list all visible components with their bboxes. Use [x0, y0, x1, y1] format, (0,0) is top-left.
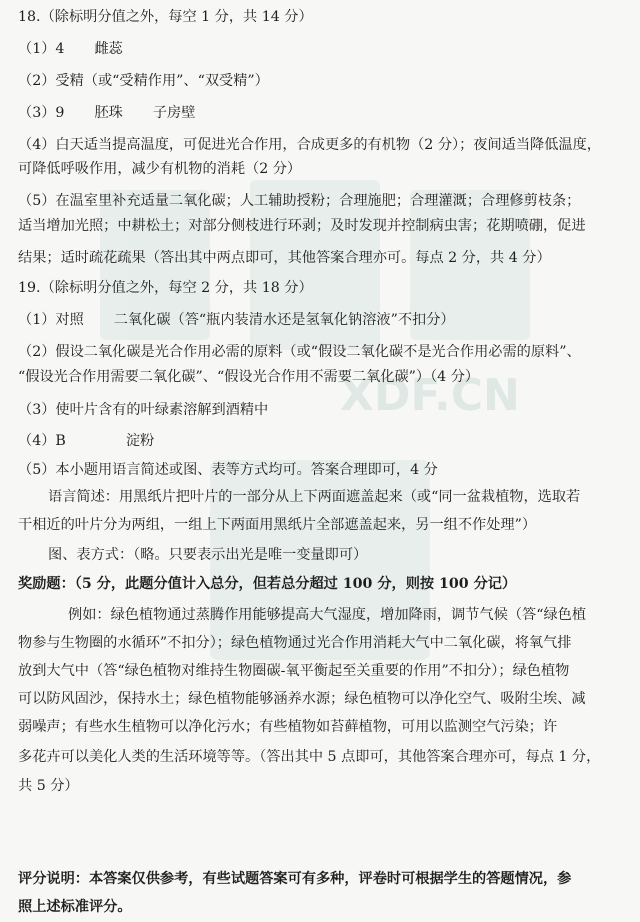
q19-answer-3: （3）使叶片含有的叶绿素溶解到酒精中	[18, 402, 269, 418]
q18-answer-5-line1: （5）在温室里补充适量二氧化碳；人工辅助授粉；合理施肥；合理灌溉；合理修剪枝条；	[18, 193, 581, 209]
answer-part: （4）B	[18, 433, 66, 449]
q18-answer-5-line3: 结果；适时疏花疏果（答出其中两点即可，其他答案合理亦可。每点 2 分，共 4 分）	[18, 250, 551, 266]
answer-part: 胚珠	[94, 105, 123, 121]
bonus-line3: 放到大气中（答“绿色植物对维持生物圈碳-氧平衡起至关重要的作用”不扣分）；绿色植物	[18, 663, 570, 679]
q19-answer-4	[18, 432, 630, 450]
q18-answer-2: （2）受精（或“受精作用”、“双受精”）	[18, 73, 269, 89]
q19-verbal-line1: 语言简述：用黑纸片把叶片的一部分从上下两面遮盖起来（或“同一盆栽植物，选取若	[48, 489, 581, 505]
bonus-line1: 例如：绿色植物通过蒸腾作用能够提高大气湿度，增加降雨，调节气候（答“绿色植	[68, 607, 587, 623]
q19-verbal-line2: 干相近的叶片分为两组，一组上下两面用黑纸片全部遮盖起来，另一组不作处理”）	[18, 517, 537, 533]
answer-part: （3）9	[18, 105, 65, 121]
q19-answer-1	[18, 311, 630, 329]
q19-header: 19.（除标明分值之外，每空 2 分，共 18 分）	[18, 280, 313, 296]
bonus-line2: 物参与生物圈的水循环”不扣分）；绿色植物通过光合作用消耗大气中二氧化碳，将氧气排	[18, 635, 572, 651]
answer-part: 二氧化碳（答“瓶内装清水还是氢氧化钠溶液”不扣分）	[113, 312, 455, 328]
answer-part: 淀粉	[125, 433, 155, 449]
answer-part: 雌蕊	[94, 41, 123, 57]
answer-part: （1）对照	[18, 312, 84, 328]
bonus-line7: 共 5 分）	[18, 778, 79, 794]
q18-header: 18.（除标明分值之外，每空 1 分，共 14 分）	[18, 9, 313, 25]
answer-part: （1）4	[18, 41, 65, 57]
q18-answer-4-line1: （4）白天适当提高温度，可促进光合作用，合成更多的有机物（2 分）；夜间适当降低温度，	[18, 137, 601, 153]
watermark-text: XDF.CN	[340, 370, 520, 421]
bonus-line6: 多花卉可以美化人类的生活环境等等。（答出其中 5 点即可，其他答案合理亦可，每点 1 分，	[18, 749, 601, 765]
q18-answer-5-line2: 适当增加光照；中耕松土；对部分侧枝进行环剥；及时发现并控制病虫害；花期喷硼，促进	[18, 218, 586, 234]
scoring-note-line2: 照上述标准评分。	[18, 899, 132, 915]
q18-answer-3	[18, 104, 630, 122]
q19-answer-5: （5）本小题用语言简述或图、表等方式均可。答案合理即可，4 分	[18, 462, 438, 478]
q19-chart-method: 图、表方式：（略。只要表示出光是唯一变量即可）	[48, 547, 368, 563]
q19-answer-2-line1: （2）假设二氧化碳是光合作用必需的原料（或“假设二氧化碳不是光合作用必需的原料”、	[18, 344, 581, 360]
watermark-logo	[90, 160, 550, 680]
bonus-line4: 可以防风固沙，保持水土；绿色植物能够涵养水源；绿色植物可以净化空气、吸附尘埃、减	[18, 691, 586, 707]
bonus-line5: 弱噪声；有些水生植物可以净化污水；有些植物如苔藓植物，可用以监测空气污染；许	[18, 719, 558, 735]
q18-answer-4-line2: 可降低呼吸作用，减少有机物的消耗（2 分）	[18, 161, 302, 177]
q18-answer-1	[18, 40, 630, 58]
q19-answer-2-line2: “假设光合作用需要二氧化碳”、“假设光合作用不需要二氧化碳”）（4 分）	[18, 369, 480, 385]
scoring-note-line1: 评分说明：本答案仅供参考，有些试题答案可有多种，评卷时可根据学生的答题情况，参	[18, 871, 572, 887]
bonus-header: 奖励题：（5 分，此题分值计入总分，但若总分超过 100 分，则按 100 分记）	[18, 576, 517, 592]
answer-part: 子房壁	[152, 105, 196, 121]
